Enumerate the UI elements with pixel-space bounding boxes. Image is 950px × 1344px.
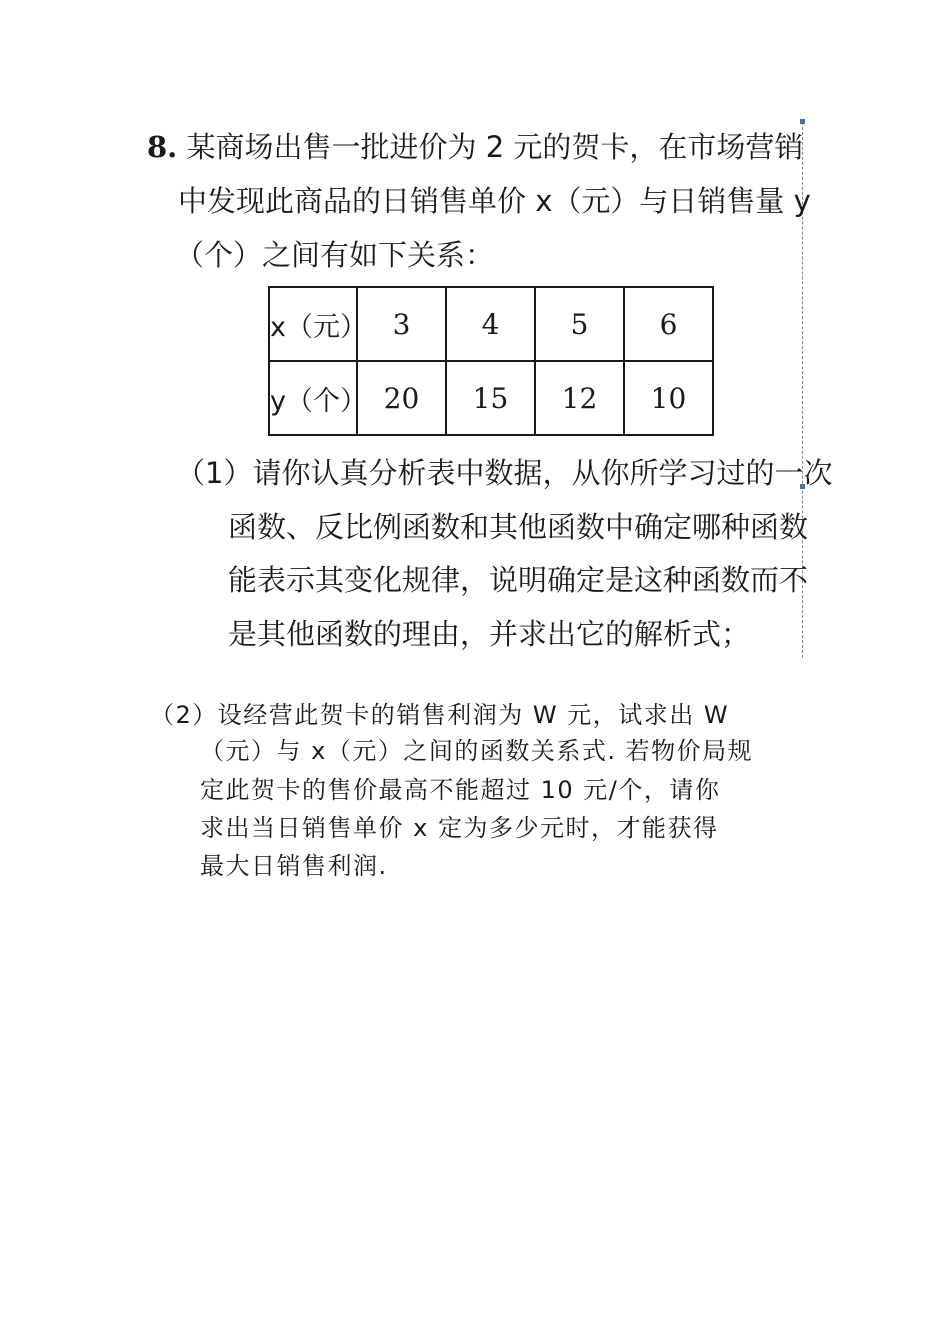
table-cell: 6: [624, 287, 713, 361]
table-header-y: y（个）: [269, 361, 357, 435]
problem-line-2: 中发现此商品的日销售单价 x（元）与日销售量 y: [178, 184, 811, 218]
table-cell: 3: [357, 287, 446, 361]
table-cell: 4: [446, 287, 535, 361]
problem-line-3: （个）之间有如下关系：: [175, 238, 495, 272]
part2-line-2: （元）与 x（元）之间的函数关系式. 若物价局规: [200, 737, 754, 765]
table-cell: 15: [446, 361, 535, 435]
table-row-x: [269, 287, 713, 361]
table-row-y: [269, 361, 713, 435]
table-cell: 10: [624, 361, 713, 435]
part1-line-1: （1）请你认真分析表中数据，从你所学习过的一次: [176, 456, 833, 490]
table-cell: 12: [535, 361, 624, 435]
data-table: [268, 286, 714, 436]
frame-handle: [800, 119, 805, 124]
table-header-x: x（元）: [269, 287, 357, 361]
part2-line-1: （2）设经营此贺卡的销售利润为 W 元，试求出 W: [150, 701, 730, 729]
part1-line-2: 函数、反比例函数和其他函数中确定哪种函数: [228, 510, 809, 544]
table-cell: 5: [535, 287, 624, 361]
problem-line-1: [147, 130, 803, 164]
part1-line-4: 是其他函数的理由，并求出它的解析式；: [228, 617, 751, 651]
problem-number: 8.: [147, 130, 178, 164]
problem-intro-text: 某商场出售一批进价为 2 元的贺卡，在市场营销: [186, 130, 804, 164]
table-cell: 20: [357, 361, 446, 435]
part2-line-3: 定此贺卡的售价最高不能超过 10 元/个，请你: [200, 776, 721, 804]
part2-line-4: 求出当日销售单价 x 定为多少元时，才能获得: [200, 814, 719, 842]
part1-line-3: 能表示其变化规律，说明确定是这种函数而不: [228, 563, 809, 597]
part2-line-5: 最大日销售利润.: [200, 852, 388, 880]
